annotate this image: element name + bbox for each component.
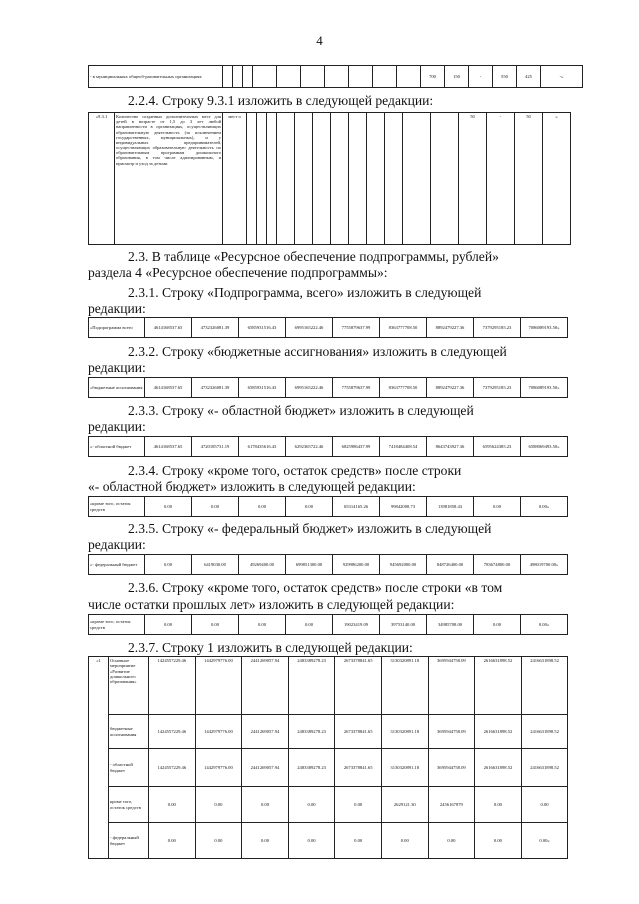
- cell: 7086089193.50»: [521, 318, 568, 338]
- cell: 0.00: [242, 787, 289, 823]
- table-2-3-6: [88, 614, 568, 635]
- cell: 8363777708.50: [380, 378, 427, 398]
- cell: 7755879637.99: [333, 318, 380, 338]
- cell: 49269400.00: [239, 555, 286, 575]
- row-label: «кроме того, остаток средств: [89, 497, 145, 517]
- para-2-3-3-line1: 2.3.3. Строку «- областной бюджет» изложить в следующей: [128, 403, 474, 418]
- heading-2-3-7: 2.3.7. Строку 1 изложить в следующей редакции:: [128, 640, 413, 655]
- unit-cell: мест о: [223, 113, 247, 245]
- cell: 2483389278.23: [288, 715, 335, 749]
- cell: 0.00: [145, 555, 192, 575]
- cell: 0.00: [335, 823, 382, 859]
- cell: 6585931516.43: [239, 378, 286, 398]
- cell: 6588069493.50»: [521, 437, 568, 457]
- table-2-3-4: [88, 496, 568, 517]
- cell: 2616631898.52: [475, 749, 522, 787]
- cell: 4614168537.65: [145, 318, 192, 338]
- table-2-3-2: [88, 377, 568, 398]
- cell: 8643743927.36: [427, 437, 474, 457]
- table-2-3-1: [88, 317, 568, 338]
- row-description: Количество созданных дополнительных мест для детей в возрасте от 1,5 до 3 лет любой направленности в организациях, осуществляющих образовательную деятельность (за исключением государственных, муниципальных), и у индивидуальных предпринимателей, осуществляющих образовательную деятельность по образовательным программам дошкольного образования, в том числе адаптированным, и присмотр и уход за детьми: [115, 113, 223, 245]
- para-2-3-6-line1: 2.3.6. Строку «кроме того, остаток средств» после строки «в том: [128, 580, 503, 595]
- cell: 3130320891.18: [381, 715, 428, 749]
- cell: 0.00: [149, 787, 196, 823]
- para-2-3-4-line1: 2.3.4. Строку «кроме того, остаток средств» после строки: [128, 463, 462, 478]
- cell: 0.00»: [521, 615, 568, 635]
- top-row-table: [88, 65, 583, 88]
- para-2-3-line2: раздела 4 «Ресурсное обеспечение подпрограммы»:: [88, 265, 388, 280]
- cell: 2441269057.94: [242, 749, 289, 787]
- cell: 4732326081.39: [192, 318, 239, 338]
- cell: 39753140.00: [380, 615, 427, 635]
- cell: 0.00»: [521, 823, 568, 859]
- cell: 550: [493, 66, 517, 88]
- cell: 4614168537.65: [145, 378, 192, 398]
- cell: 2616631898.52: [475, 657, 522, 715]
- para-2-3-2-line1: 2.3.2. Строку «бюджетные ассигнования» изложить в следующей: [128, 344, 507, 359]
- cell: 2416631898.52: [521, 749, 568, 787]
- cell: -: [469, 66, 493, 88]
- cell: 3130320891.18: [381, 657, 428, 715]
- cell: 6292365722.46: [286, 437, 333, 457]
- para-2-3-3-line2: редакции:: [88, 419, 146, 434]
- cell: »: [543, 113, 571, 245]
- row-label: - в муниципальных общеоб-разовательных организациях: [89, 66, 223, 88]
- cell: 6825986437.99: [333, 437, 380, 457]
- row-label: «- федеральный бюджет: [89, 555, 145, 575]
- cell: 2416631898.52: [521, 657, 568, 715]
- cell: 3130320891.18: [381, 749, 428, 787]
- cell: 0.00: [288, 787, 335, 823]
- cell: 2483389278.23: [288, 749, 335, 787]
- cell: 6995165222.46: [286, 378, 333, 398]
- cell: 0.00: [242, 823, 289, 859]
- cell: 0.00: [286, 497, 333, 517]
- page-number: 4: [316, 33, 323, 48]
- cell: 0.00: [149, 823, 196, 859]
- cell: 7086089193.50»: [521, 378, 568, 398]
- cell: 19023419.09: [333, 615, 380, 635]
- table-2-3-3: [88, 436, 568, 457]
- cell: 13981858.43: [427, 497, 474, 517]
- cell: 3695944758.09: [428, 749, 475, 787]
- cell: 7755879637.99: [333, 378, 380, 398]
- cell: 4614168537.65: [145, 437, 192, 457]
- cell: 1424557229.46: [149, 657, 196, 715]
- cell: 0.00: [239, 497, 286, 517]
- table-2-3-5: [88, 554, 568, 575]
- row-label: «кроме того, остаток средств: [89, 615, 145, 635]
- cell: 3695944758.09: [428, 715, 475, 749]
- table-2-3-7: [88, 656, 568, 859]
- heading-2-2-4: 2.2.4. Строку 9.3.1 изложить в следующей редакции:: [128, 93, 434, 108]
- cell: 0.00: [381, 823, 428, 859]
- cell: 2673378841.65: [335, 657, 382, 715]
- cell: 929986200.00: [333, 555, 380, 575]
- cell: 0.00: [335, 787, 382, 823]
- cell: 425: [517, 66, 541, 88]
- row-label: «бюджетные ассигнования: [89, 378, 145, 398]
- cell: 4732326081.39: [192, 378, 239, 398]
- row-label: - областной бюджет: [109, 749, 149, 787]
- cell: 99842008.73: [380, 497, 427, 517]
- cell: -»: [541, 66, 583, 88]
- para-2-3-2-line2: редакции:: [88, 360, 146, 375]
- cell: 2629121.30: [381, 787, 428, 823]
- cell: 34985708.00: [427, 615, 474, 635]
- cell: 2673378841.65: [335, 749, 382, 787]
- cell: 498019700.00»: [521, 555, 568, 575]
- cell: 783674800.00: [474, 555, 521, 575]
- cell: 2616631898.52: [475, 715, 522, 749]
- cell: 0.00: [192, 615, 239, 635]
- cell: 6178435616.43: [239, 437, 286, 457]
- cell: 6595624385.23: [474, 437, 521, 457]
- row-label: - федеральный бюджет: [109, 823, 149, 859]
- cell: 3695944758.09: [428, 657, 475, 715]
- cell: 0.00: [195, 787, 242, 823]
- row-number: «9.3.1: [89, 113, 115, 245]
- cell: 2441269057.94: [242, 715, 289, 749]
- para-2-3-line1: 2.3. В таблице «Ресурсное обеспечение подпрограммы, рублей»: [128, 249, 499, 264]
- cell: 8363777708.50: [380, 318, 427, 338]
- cell: 7418484408.54: [380, 437, 427, 457]
- cell: 4720185731.19: [192, 437, 239, 457]
- cell: 2416631898.52: [521, 715, 568, 749]
- row-9-3-1-table: [88, 112, 571, 245]
- cell: 0.00: [239, 615, 286, 635]
- cell: 0.00: [521, 787, 568, 823]
- cell: 0.00: [195, 823, 242, 859]
- cell: 7379295185.23: [474, 318, 521, 338]
- cell: 50: [459, 113, 487, 245]
- para-2-3-5-line1: 2.3.5. Строку «- федеральный бюджет» изложить в следующей: [128, 521, 492, 536]
- cell: 0.00: [192, 497, 239, 517]
- row-number: «1: [89, 657, 109, 859]
- cell: 0.00: [145, 497, 192, 517]
- cell: 1442979776.00: [195, 749, 242, 787]
- cell: 150: [445, 66, 469, 88]
- cell: 0.00»: [521, 497, 568, 517]
- cell: 0.00: [475, 787, 522, 823]
- row-label: Основное мероприятие «Развитие дошкольного образования»: [109, 657, 149, 715]
- para-2-3-4-line2: «- областной бюджет» изложить в следующей редакции:: [88, 479, 416, 494]
- cell: 6419030.00: [192, 555, 239, 575]
- cell: 0.00: [428, 823, 475, 859]
- cell: 0.00: [145, 615, 192, 635]
- cell: 1442979776.00: [195, 715, 242, 749]
- cell: 8892479227.36: [427, 378, 474, 398]
- para-2-3-1-line1: 2.3.1. Строку «Подпрограмма, всего» изложить в следующей: [128, 285, 482, 300]
- cell: 0.00: [288, 823, 335, 859]
- row-label: бюджетные ассигнования: [109, 715, 149, 749]
- cell: 699851300.00: [286, 555, 333, 575]
- para-2-3-6-line2: числе остатки прошлых лет» изложить в следующей редакции:: [88, 597, 455, 612]
- cell: 8892479227.36: [427, 318, 474, 338]
- cell: 6585931516.43: [239, 318, 286, 338]
- cell: 2456167879: [428, 787, 475, 823]
- cell: 1424557229.46: [149, 749, 196, 787]
- cell: -: [487, 113, 515, 245]
- para-2-3-5-line2: редакции:: [88, 537, 146, 552]
- cell: 0.00: [474, 497, 521, 517]
- cell: 50: [515, 113, 543, 245]
- cell: 0.00: [474, 615, 521, 635]
- cell: 1442979776.00: [195, 657, 242, 715]
- cell: 945692000.00: [380, 555, 427, 575]
- cell: 2441269057.94: [242, 657, 289, 715]
- cell: 2673378841.65: [335, 715, 382, 749]
- cell: 848726400.00: [427, 555, 474, 575]
- row-label: кроме того, остаток средств: [109, 787, 149, 823]
- cell: 2483389278.23: [288, 657, 335, 715]
- cell: 1424557229.46: [149, 715, 196, 749]
- cell: 7379295185.23: [474, 378, 521, 398]
- para-2-3-1-line2: редакции:: [88, 301, 146, 316]
- cell: 6995165222.46: [286, 318, 333, 338]
- row-label: «- областной бюджет: [89, 437, 145, 457]
- cell: 65314165.26: [333, 497, 380, 517]
- cell: 0.00: [286, 615, 333, 635]
- row-label: «Подпрограмма всего: [89, 318, 145, 338]
- cell: 0.00: [475, 823, 522, 859]
- cell: 700: [421, 66, 445, 88]
